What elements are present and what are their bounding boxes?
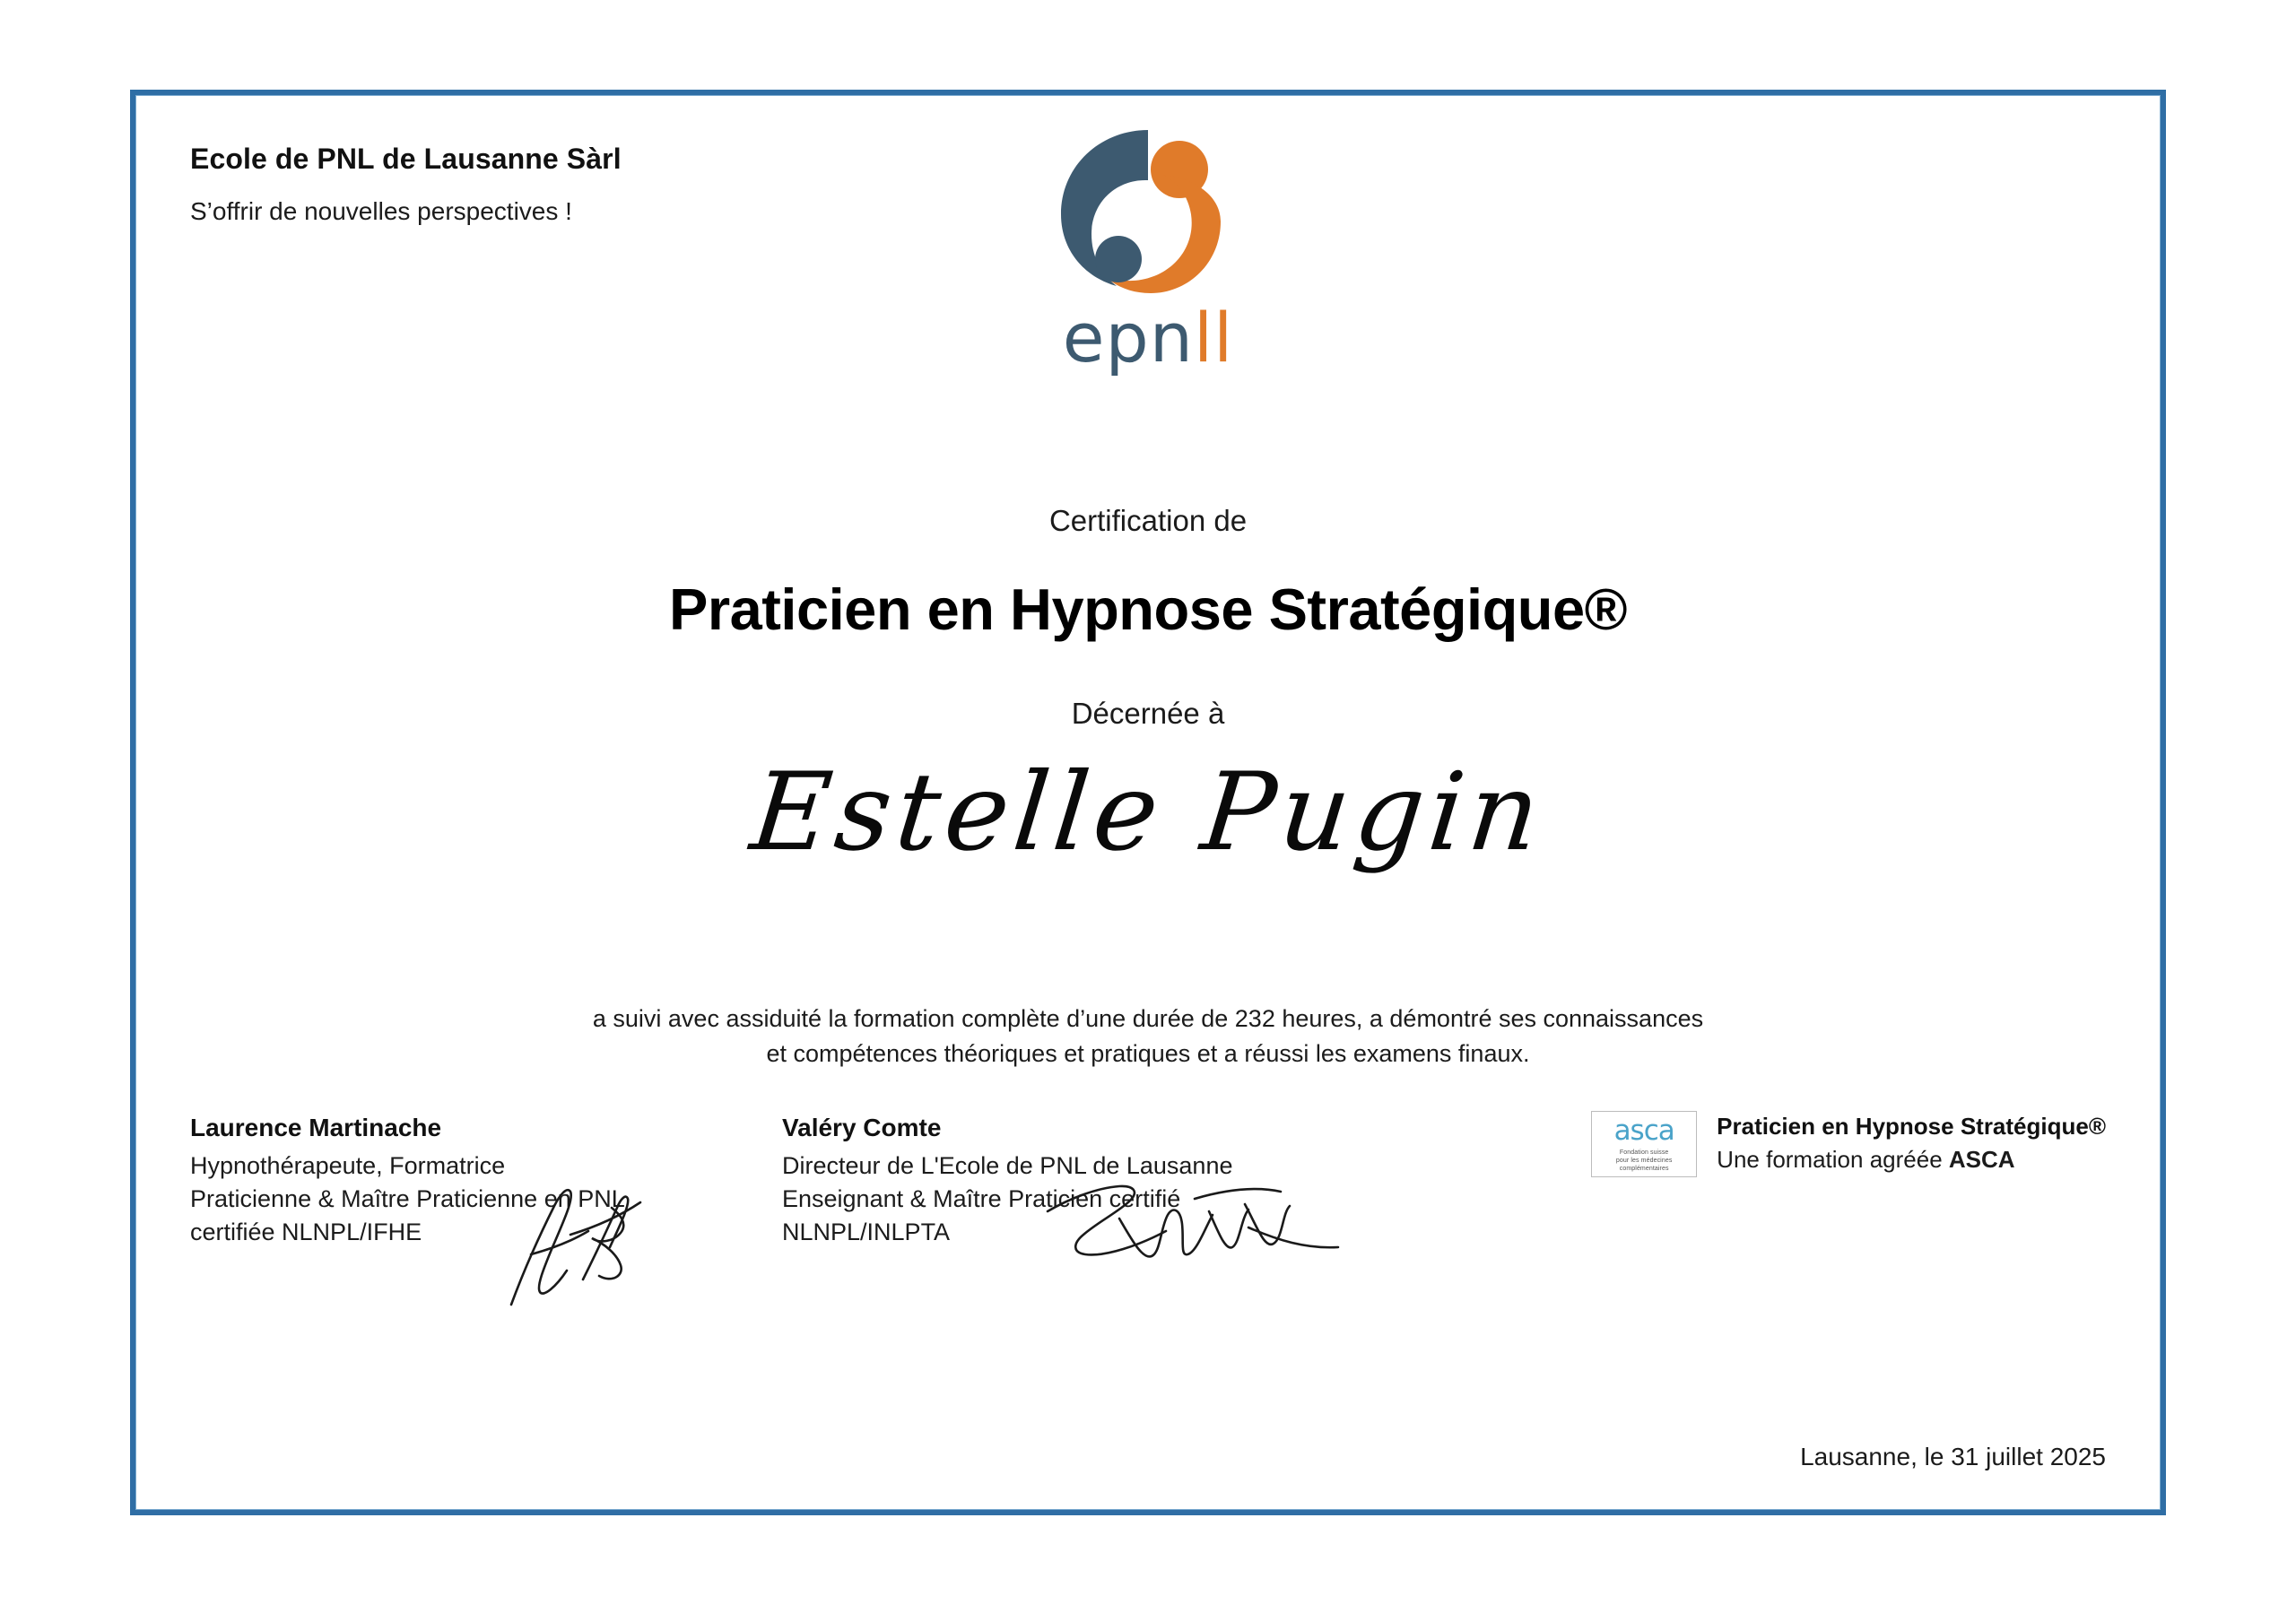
asca-text-block [1717,1111,2106,1174]
description-line-2: et compétences théoriques et pratiques et a réussi les examens finaux. [766,1040,1530,1068]
school-name: Ecole de PNL de Lausanne Sàrl [190,143,622,175]
school-tagline: S’offrir de nouvelles perspectives ! [190,197,572,225]
place-and-date: Lausanne, le 31 juillet 2025 [1800,1443,2106,1470]
certificate-title: Praticien en Hypnose Stratégique® [668,577,1628,642]
signatory-2-line-3: NLNPL/INLPTA [782,1218,951,1245]
epnll-logo [1013,114,1283,377]
asca-sub-line-2: pour les médecines [1615,1157,1673,1164]
asca-approval-prefix: Une formation agréée [1717,1146,1949,1173]
logo-text-accent: ll [1193,298,1234,377]
recipient-name: Estelle Pugin [745,750,1551,875]
asca-program-name: Praticien en Hypnose Stratégique® [1717,1113,2106,1140]
signatory-2-name: Valéry Comte [782,1114,942,1141]
signatory-2-line-1: Directeur de L'Ecole de PNL de Lausanne [782,1152,1233,1179]
signatory-1-name: Laurence Martinache [190,1114,442,1141]
certificate-description [136,1002,2160,1071]
description-line-1: a suivi avec assiduité la formation complète d’une durée de 232 heures, a démontré ses connaissances [592,1005,1704,1032]
epnll-logo-icon [1045,114,1251,320]
asca-sub-line-3: complémentaires [1619,1165,1669,1172]
asca-logo [1591,1111,1697,1177]
certificate-content [136,96,2160,1509]
asca-logo-subtitle [1592,1149,1696,1173]
signatory-block-1 [190,1114,746,1249]
epnll-logo-text [1013,298,1283,377]
logo-text-main: epn [1062,298,1194,377]
certification-label: Certification de [1048,504,1248,537]
asca-accreditation [1591,1111,2106,1177]
certificate-frame [130,90,2166,1515]
asca-logo-word: asca [1613,1115,1674,1147]
signatory-1-line-3: certifiée NLNPL/IFHE [190,1218,422,1245]
signatory-1-line-1: Hypnothérapeute, Formatrice [190,1152,506,1179]
asca-sub-line-1: Fondation suisse [1619,1149,1669,1156]
asca-approval-line [1717,1146,2106,1174]
asca-approval-strong: ASCA [1948,1146,2015,1173]
awarded-label: Décernée à [1071,697,1225,730]
signatory-2-line-2: Enseignant & Maître Praticien certifié [782,1184,1181,1212]
signatory-1-line-2: Praticienne & Maître Praticienne en PNL [190,1184,625,1212]
signatory-block-2 [782,1114,1410,1249]
